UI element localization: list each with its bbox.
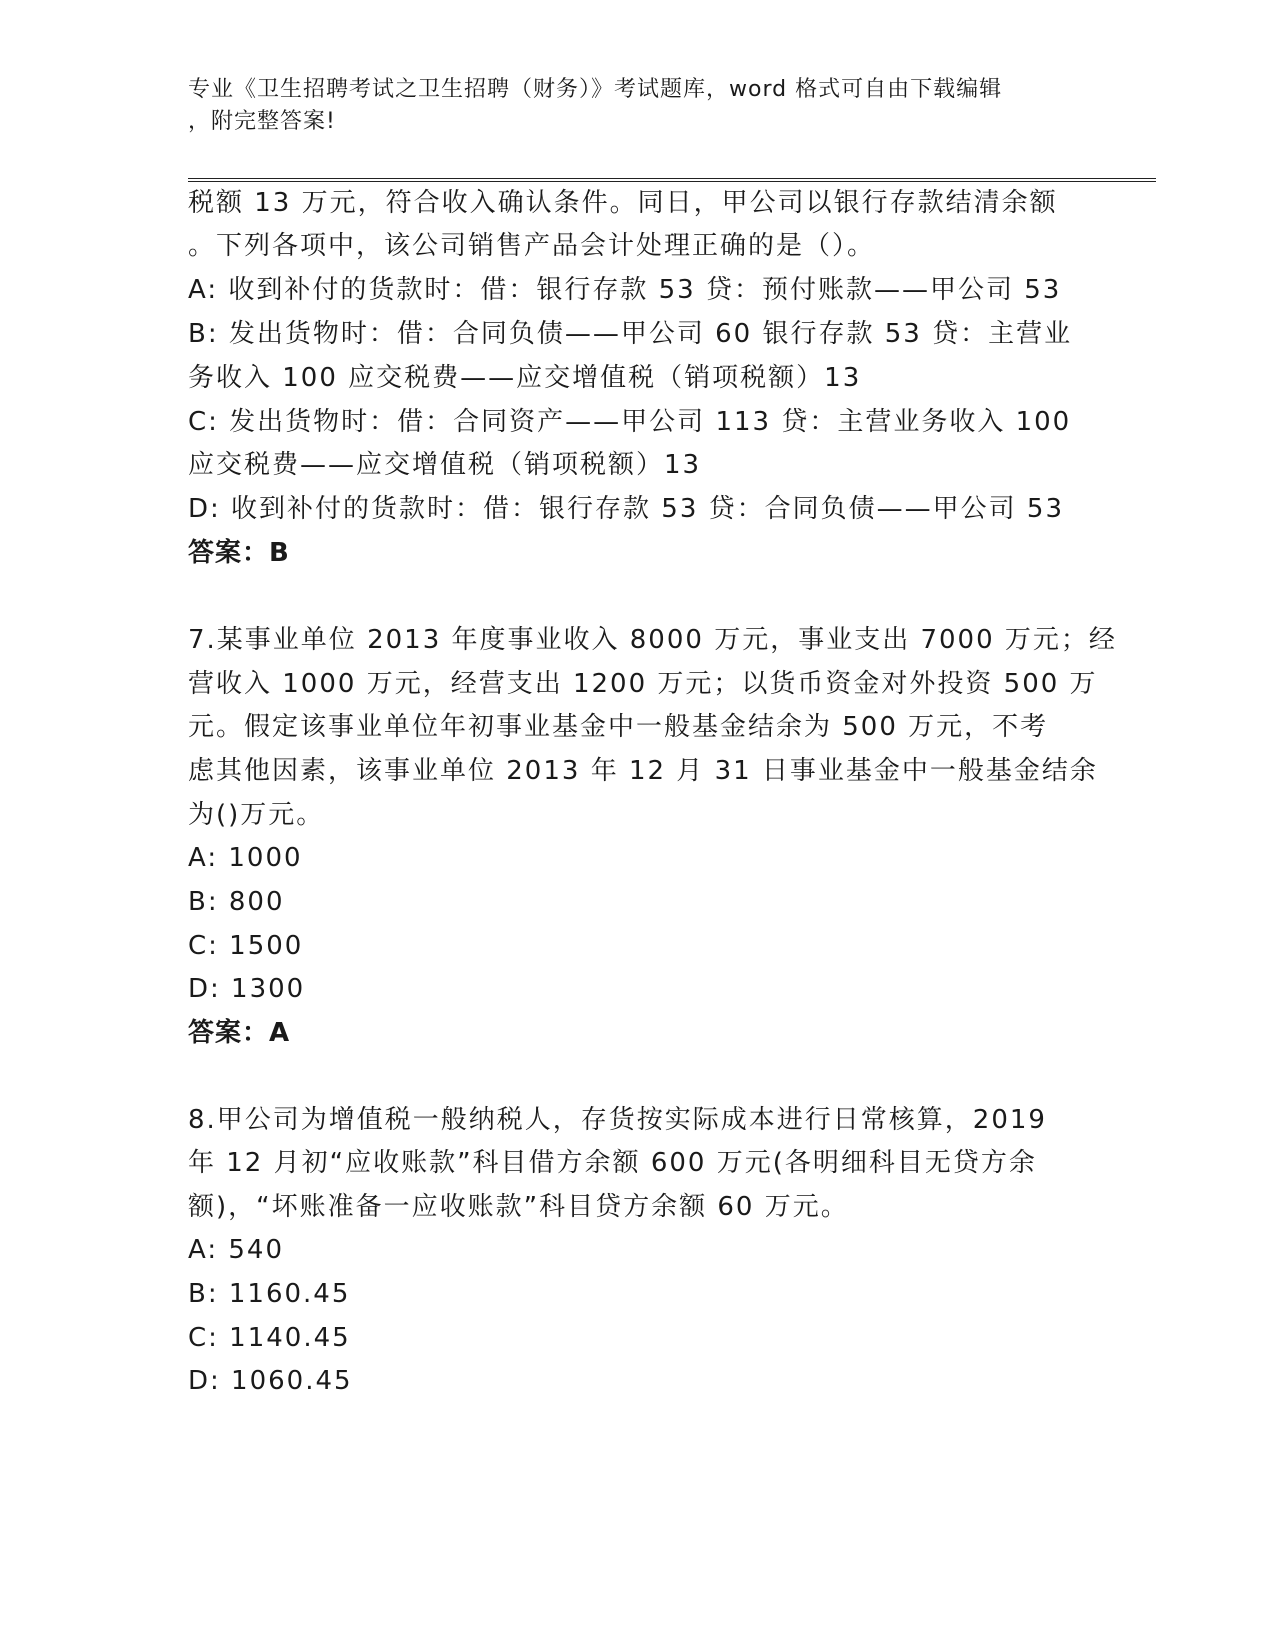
q7-stem-line-1: 7.某事业单位 2013 年度事业收入 8000 万元，事业支出 7000 万元；经 (188, 625, 1117, 655)
q8-stem-line-2: 年 12 月初“应收账款”科目借方余额 600 万元(各明细科目无贷方余 (188, 1148, 1037, 1178)
q6-option-c-line-1: C: 发出货物时：借：合同资产——甲公司 113 贷：主营业务收入 100 (188, 407, 1072, 437)
q8-stem-line-3: 额)，“坏账准备一应收账款”科目贷方余额 60 万元。 (188, 1192, 849, 1222)
q7-option-d: D: 1300 (188, 974, 306, 1004)
q7-answer: 答案：A (188, 1018, 291, 1048)
q6-option-b-line-1: B: 发出货物时：借：合同负债——甲公司 60 银行存款 53 贷：主营业 (188, 319, 1073, 349)
q8-option-c: C: 1140.45 (188, 1323, 351, 1353)
q6-answer: 答案：B (188, 538, 290, 568)
q7-option-c: C: 1500 (188, 931, 304, 961)
q7-stem-line-3: 元。假定该事业单位年初事业基金中一般基金结余为 500 万元，不考 (188, 712, 1049, 742)
q6-option-a: A: 收到补付的货款时：借：银行存款 53 贷：预付账款——甲公司 53 (188, 275, 1062, 305)
q6-stem-line-2: 。下列各项中，该公司销售产品会计处理正确的是（）。 (188, 231, 876, 261)
q6-option-b-line-2: 务收入 100 应交税费——应交增值税（销项税额）13 (188, 363, 862, 393)
q6-stem-line-1: 税额 13 万元，符合收入确认条件。同日，甲公司以银行存款结清余额 (188, 188, 1058, 218)
q7-stem-line-2: 营收入 1000 万元，经营支出 1200 万元；以货币资金对外投资 500 万 (188, 669, 1098, 699)
q7-stem-line-4: 虑其他因素，该事业单位 2013 年 12 月 31 日事业基金中一般基金结余 (188, 756, 1098, 786)
header-line-2: ，附完整答案! (188, 109, 336, 134)
document-header (188, 74, 1068, 138)
q7-stem-line-5: 为()万元。 (188, 800, 325, 830)
q6-option-c-line-2: 应交税费——应交增值税（销项税额）13 (188, 450, 702, 480)
header-line-1: 专业《卫生招聘考试之卫生招聘（财务）》考试题库，word 格式可自由下载编辑 (188, 77, 1003, 102)
q7-option-a: A: 1000 (188, 843, 303, 873)
q8-option-d: D: 1060.45 (188, 1366, 353, 1396)
q8-stem-line-1: 8.甲公司为增值税一般纳税人，存货按实际成本进行日常核算，2019 (188, 1105, 1047, 1135)
q8-option-a: A: 540 (188, 1235, 284, 1265)
q8-option-b: B: 1160.45 (188, 1279, 351, 1309)
q6-option-d: D: 收到补付的货款时：借：银行存款 53 贷：合同负债——甲公司 53 (188, 494, 1065, 524)
q7-option-b: B: 800 (188, 887, 285, 917)
